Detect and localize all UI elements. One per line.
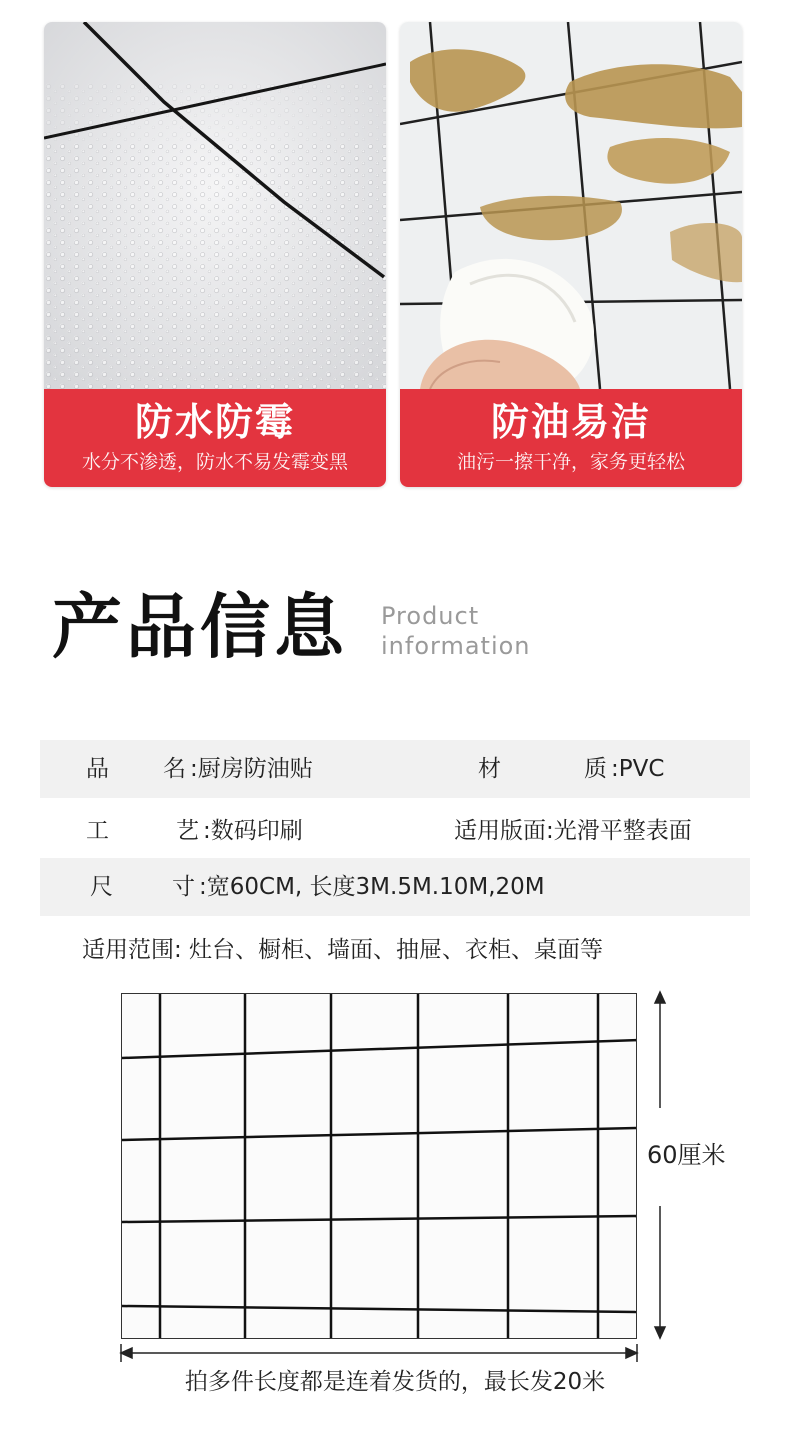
spec-value-size: :宽60CM, 长度3M.5M.10M,20M [199,874,545,900]
spec-label-char: 工 [86,818,109,844]
spec-label-surface: 适用版面 [454,818,546,844]
spec-label-char: 质 [584,756,607,782]
feature-subtitle: 油污一擦干净，家务更轻松 [456,451,685,473]
height-label: 60厘米 [647,1141,726,1169]
spec-value-name: :厨房防油贴 [190,756,313,782]
feature-subtitle: 水分不渗透，防水不易发霉变黑 [81,451,348,473]
spec-label-char: 名 [163,756,186,782]
length-note: 拍多件长度都是连着发货的，最长发20米 [184,1369,606,1395]
product-info-heading: 产品信息 [52,586,348,668]
spec-label-char: 材 [478,756,501,782]
spec-label-char: 寸 [172,874,195,900]
feature-title: 防水防霉 [134,400,295,444]
spec-label-char: 品 [86,756,109,782]
spec-value-craft: :数码印刷 [203,818,303,844]
spec-value-material: :PVC [611,756,665,782]
usage-scope: 适用范围: 灶台、橱柜、墙面、抽屉、衣柜、桌面等 [82,937,604,963]
spec-label-char: 艺 [176,818,199,844]
spec-value-surface: :光滑平整表面 [546,818,692,844]
spec-label-char: 尺 [90,874,113,900]
heading-en-line2: information [381,632,531,660]
feature-title: 防油易洁 [490,400,651,444]
heading-en-line1: Product [381,602,480,630]
